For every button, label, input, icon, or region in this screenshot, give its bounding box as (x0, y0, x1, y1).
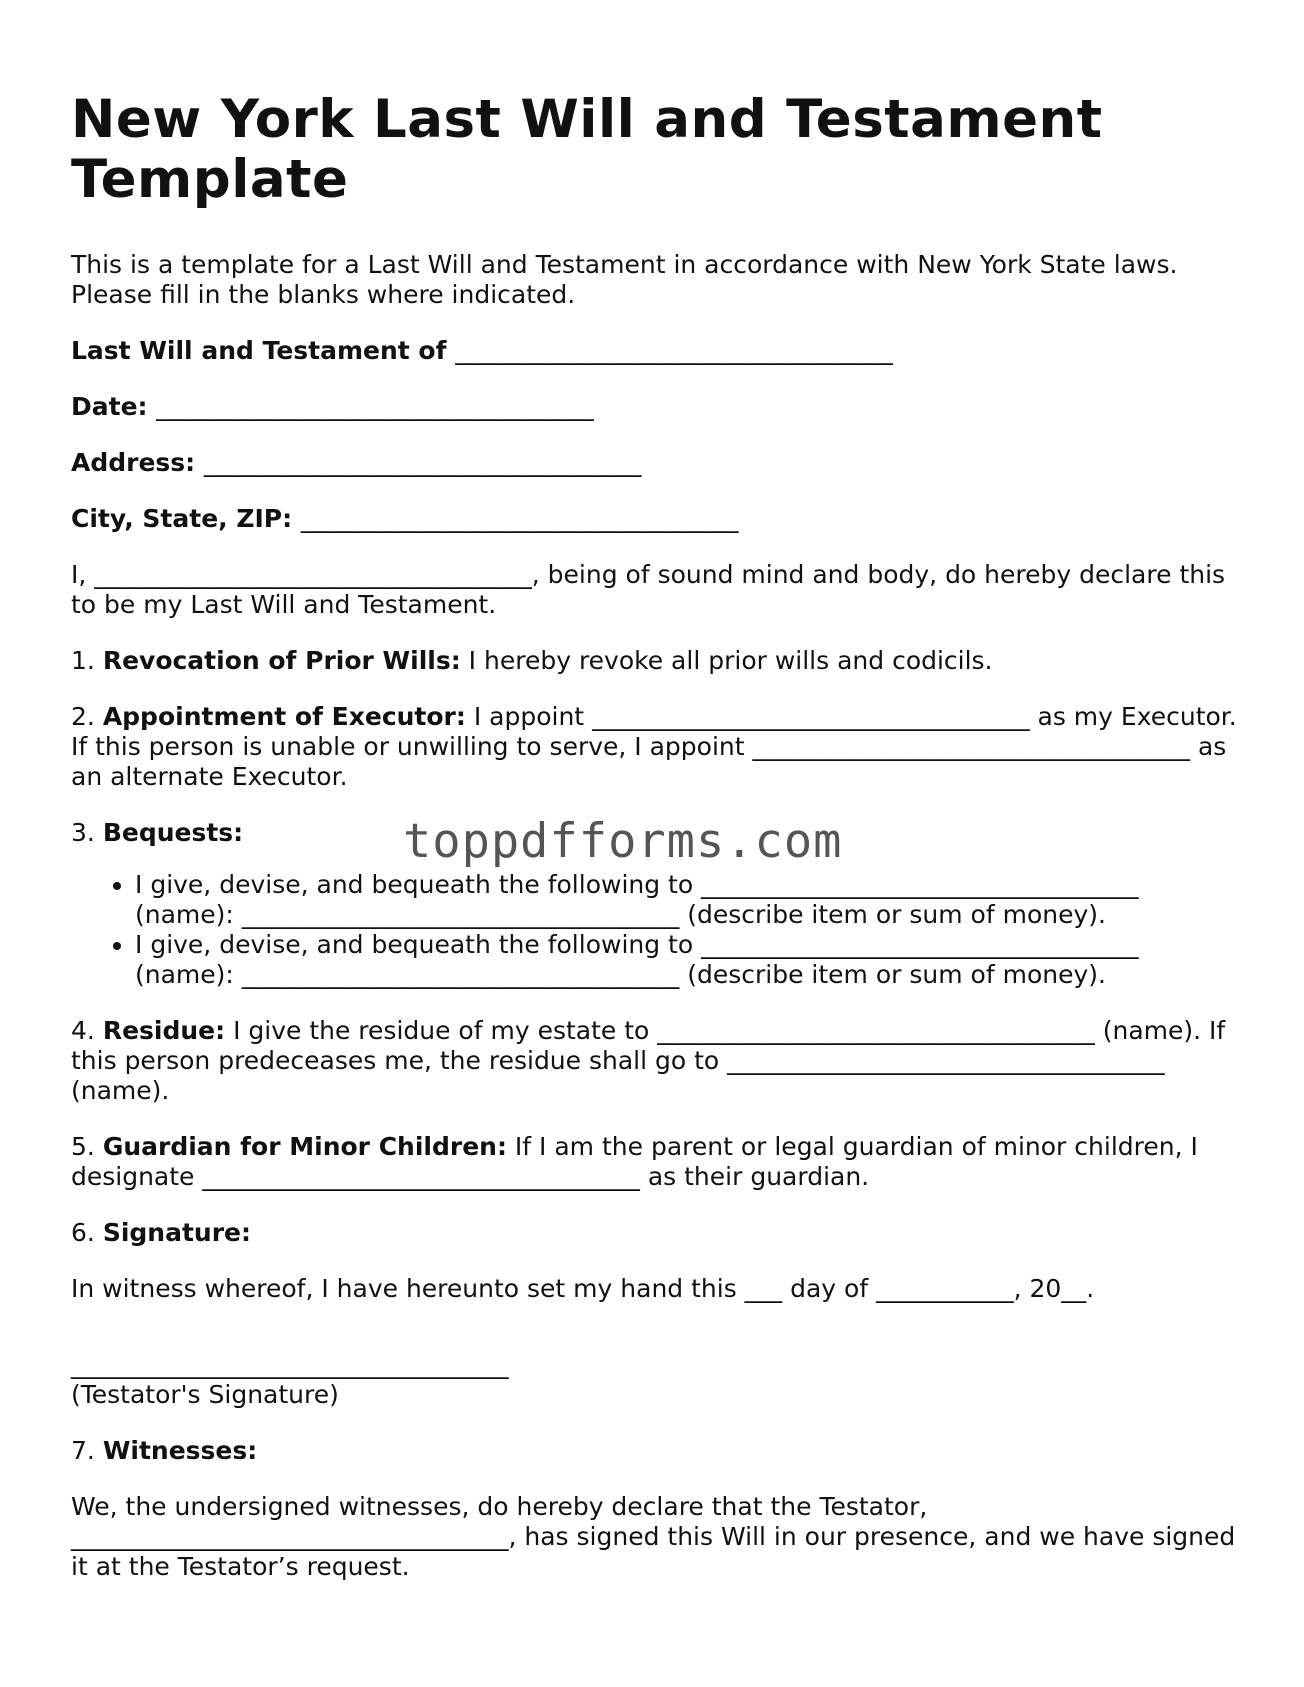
watermark: toppdfforms.com (403, 814, 843, 869)
bequest-text: I give, devise, and bequeath the following to (135, 870, 702, 899)
section-heading: Guardian for Minor Children: (102, 1132, 507, 1161)
list-item (135, 870, 1241, 930)
section-text: , has signed this Will in our presence, and we have signed it at the Testator’s request. (71, 1522, 1236, 1581)
section-text: If I am the parent or legal guardian of minor children, I designate (71, 1132, 1198, 1191)
date-label: Date: (71, 392, 148, 421)
section-text: I appoint (465, 702, 593, 731)
section-residue (71, 1016, 1241, 1106)
bequest-text: (describe item or sum of money). (679, 900, 1106, 929)
document-title: New York Last Will and Testament Template (71, 89, 1103, 210)
section-text: I hereby revoke all prior wills and codicils. (460, 646, 993, 675)
section-executor (71, 702, 1241, 792)
section-heading: Revocation of Prior Wills: (102, 646, 461, 675)
testament-of-field (71, 336, 1241, 366)
alternate-executor-blank[interactable]: ___________________________________ (752, 732, 1191, 761)
section-signature (71, 1218, 1241, 1248)
address-blank[interactable]: ___________________________________ (203, 448, 642, 477)
section-witnesses (71, 1436, 1241, 1466)
section-number: 2. (71, 702, 95, 731)
list-item (135, 930, 1241, 990)
alternate-residue-blank[interactable]: ___________________________________ (727, 1046, 1165, 1075)
bequest-text: (name): (135, 900, 242, 929)
residue-blank[interactable]: ___________________________________ (657, 1016, 1095, 1045)
section-heading: Appointment of Executor: (102, 702, 466, 731)
declaration-suffix: , being of sound mind and body, do hereby declare this to be my Last Will and Testament. (71, 560, 1226, 619)
section-number: 3. (71, 818, 95, 847)
bequests-list (71, 870, 1241, 990)
section-number: 4. (71, 1016, 95, 1045)
testament-of-label: Last Will and Testament of (71, 336, 447, 365)
testator-signature-blank[interactable]: ___________________________________ (71, 1350, 509, 1379)
section-heading: Residue: (102, 1016, 226, 1045)
bequest-recipient-blank[interactable]: ___________________________________ (701, 870, 1139, 899)
bequest-text: (name): (135, 960, 242, 989)
bequest-text: I give, devise, and bequeath the following to (135, 930, 702, 959)
section-text: I give the residue of my estate to (225, 1016, 658, 1045)
section-text: (name). If this person predeceases me, the residue shall go to (71, 1016, 1226, 1075)
section-text: as an alternate Executor. (71, 732, 1227, 791)
section-number: 5. (71, 1132, 95, 1161)
guardian-blank[interactable]: ___________________________________ (202, 1162, 640, 1191)
city-state-zip-blank[interactable]: ___________________________________ (300, 504, 739, 533)
city-state-zip-label: City, State, ZIP: (71, 504, 293, 533)
testament-of-blank[interactable]: ___________________________________ (455, 336, 893, 365)
bequest-text: (describe item or sum of money). (679, 960, 1106, 989)
section-number: 6. (71, 1218, 95, 1247)
section-text: (name). (71, 1076, 170, 1105)
address-field (71, 448, 1241, 478)
date-field (71, 392, 1241, 422)
section-text: as my Executor. If this person is unable or unwilling to serve, I appoint (71, 702, 1237, 761)
date-blank[interactable]: ___________________________________ (156, 392, 594, 421)
section-heading: Bequests: (102, 818, 244, 847)
section-text: We, the undersigned witnesses, do hereby declare that the Testator, (71, 1492, 928, 1521)
bequest-item-blank[interactable]: ___________________________________ (241, 900, 680, 929)
section-text: as their guardian. (639, 1162, 870, 1191)
city-state-zip-field (71, 504, 1241, 534)
section-guardian (71, 1132, 1241, 1192)
testator-signature-caption: (Testator's Signature) (71, 1380, 339, 1409)
intro-text: This is a template for a Last Will and Testament in accordance with New York State laws. Please fill in the blanks where indicated. (71, 250, 1178, 309)
testator-name-blank[interactable]: ___________________________________ (94, 560, 532, 589)
section-number: 1. (71, 646, 95, 675)
declaration-prefix: I, (71, 560, 87, 589)
section-heading: Signature: (102, 1218, 251, 1247)
declaration-paragraph (71, 560, 1241, 620)
section-heading: Witnesses: (102, 1436, 258, 1465)
section-revocation (71, 646, 1241, 676)
bequest-recipient-blank[interactable]: ___________________________________ (701, 930, 1139, 959)
witnesses-declaration (71, 1492, 1241, 1582)
executor-blank[interactable]: ___________________________________ (592, 702, 1030, 731)
witness-testator-blank[interactable]: ___________________________________ (71, 1522, 509, 1551)
spacer (71, 1304, 1241, 1350)
bequest-item-blank[interactable]: ___________________________________ (241, 960, 680, 989)
address-label: Address: (71, 448, 196, 477)
witness-whereof-line: In witness whereof, I have hereunto set my hand this ___ day of ___________, 20__. (71, 1274, 1095, 1303)
section-number: 7. (71, 1436, 95, 1465)
